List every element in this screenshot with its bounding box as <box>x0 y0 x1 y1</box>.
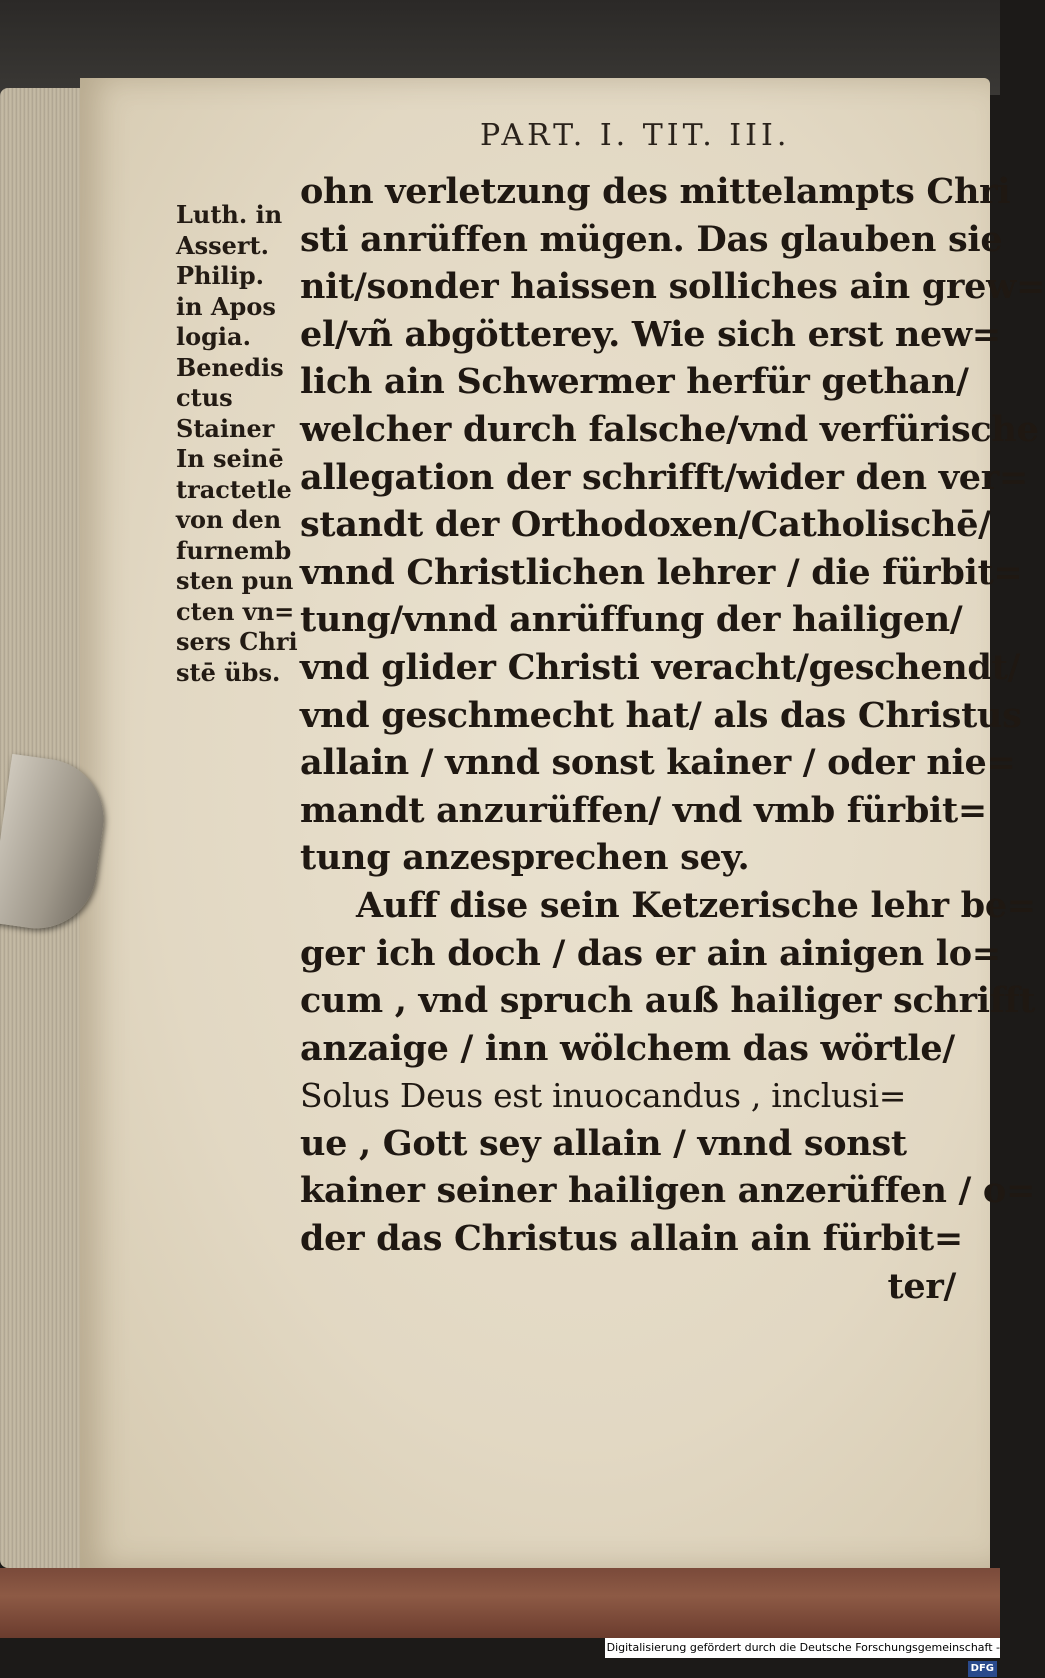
text-line: tung/vnnd anrüffung der hailigen/ <box>300 599 963 641</box>
text-line: allain / vnnd sonst kainer / oder nie= <box>300 742 1016 784</box>
text-line: vnnd Christlichen lehrer / die fürbit= <box>300 551 1023 593</box>
margin-note-line: stē übs. <box>176 657 281 687</box>
text-line: sti anrüffen mügen. Das glauben sie <box>300 218 1003 260</box>
margin-note-line: in Apos <box>176 291 276 321</box>
margin-note-line: ctus <box>176 383 233 412</box>
body-text <box>300 168 1045 1310</box>
text-line: Solus Deus est inuocandus , inclusi= <box>300 1076 907 1116</box>
margin-note-line: logia. <box>176 322 251 351</box>
margin-note-line: furnemb <box>176 535 292 565</box>
book-cover-edge <box>0 1568 1000 1638</box>
margin-note-line: Stainer <box>176 413 275 443</box>
margin-note-line: Assert. <box>176 230 269 260</box>
margin-note-line: In seinē <box>176 444 284 473</box>
text-line: cum , vnd spruch auß hailiger schrifft <box>300 980 1036 1022</box>
text-line: der das Christus allain ain fürbit= <box>300 1218 963 1260</box>
margin-note-line: von den <box>176 505 282 534</box>
dfg-logo: DFG <box>968 1661 997 1677</box>
text-line: welcher durch falsche/vnd verfürische <box>300 408 1039 450</box>
margin-note-line: tractetle <box>176 474 292 504</box>
margin-note-line: sers Chri <box>176 627 298 656</box>
credit-text: Digitalisierung gefördert durch die Deutsche Forschungsgemeinschaft - <box>606 1641 1000 1654</box>
text-line: ohn verletzung des mittelampts Chri <box>300 171 1011 212</box>
text-line: vnd geschmecht hat/ als das Christus <box>300 694 1022 736</box>
text-line: ger ich doch / das er ain ainigen lo= <box>300 932 1001 974</box>
margin-note-line: cten vn= <box>176 596 295 626</box>
text-line: anzaige / inn wölchem das wörtle/ <box>300 1027 955 1069</box>
text-line: Auff dise sein Ketzerische lehr be= <box>356 884 1036 926</box>
text-line: ue , Gott sey allain / vnnd sonst <box>300 1122 907 1164</box>
margin-note-line: Benedis <box>176 352 284 382</box>
text-line: nit/sonder haissen solliches ain grew= <box>300 266 1045 308</box>
text-line: standt der Orthodoxen/Catholischē/ <box>300 504 991 546</box>
margin-note-line: Luth. in <box>176 200 283 229</box>
digitization-credit <box>605 1638 1000 1674</box>
text-line: vnd glider Christi veracht/geschendt/ <box>300 646 1020 688</box>
margin-note <box>176 200 296 688</box>
text-line: kainer seiner hailigen anzerüffen / o= <box>300 1170 1035 1212</box>
margin-note-line: Philip. <box>176 261 264 290</box>
catchword: ter/ <box>887 1265 956 1307</box>
running-head: PART. I. TIT. III. <box>480 118 791 153</box>
margin-note-line: sten pun <box>176 566 294 595</box>
text-line: mandt anzurüffen/ vnd vmb fürbit= <box>300 789 987 831</box>
text-line: allegation der schrifft/wider den ver= <box>300 456 1028 498</box>
text-line: tung anzesprechen sey. <box>300 837 750 879</box>
text-line: el/vñ abgötterey. Wie sich erst new= <box>300 313 1001 355</box>
text-line: lich ain Schwermer herfür gethan/ <box>300 361 969 403</box>
